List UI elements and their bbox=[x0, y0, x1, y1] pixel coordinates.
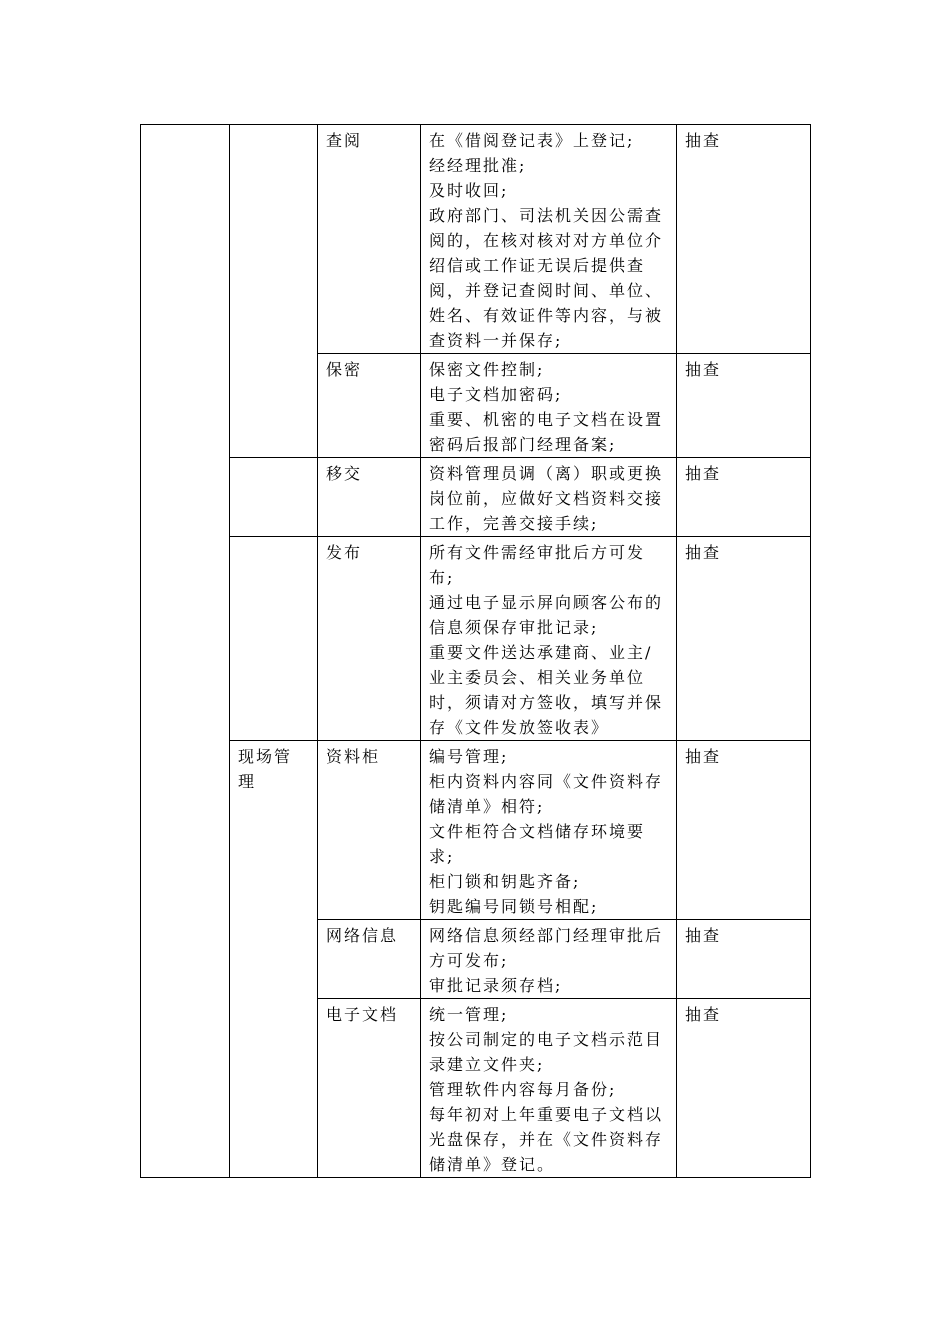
item-cell: 电子文档 bbox=[318, 999, 421, 1178]
table-row bbox=[141, 125, 811, 354]
requirement-line: 通过电子显示屏向顾客公布的信息须保存审批记录; bbox=[429, 593, 664, 637]
requirement-line: 按公司制定的电子文档示范目录建立文件夹; bbox=[429, 1030, 664, 1074]
method-cell: 抽查 bbox=[677, 537, 811, 741]
method-cell: 抽查 bbox=[677, 741, 811, 920]
requirement-line: 及时收回; bbox=[429, 181, 509, 200]
method-cell: 抽查 bbox=[677, 458, 811, 537]
category-cell bbox=[230, 537, 318, 741]
category-cell: 现场管理 bbox=[230, 741, 318, 1178]
requirement-line: 网络信息须经部门经理审批后方可发布; bbox=[429, 926, 664, 970]
item-cell: 保密 bbox=[318, 354, 421, 458]
inspection-table bbox=[140, 124, 811, 1178]
method-cell: 抽查 bbox=[677, 354, 811, 458]
requirement-line: 电子文档加密码; bbox=[429, 385, 563, 404]
method-cell: 抽查 bbox=[677, 125, 811, 354]
requirement-line: 重要文件送达承建商、业主/业主委员会、相关业务单位时，须请对方签收，填写并保存《文件发放签收表》 bbox=[429, 643, 664, 737]
requirements-cell bbox=[421, 125, 677, 354]
item-cell: 查阅 bbox=[318, 125, 421, 354]
category-cell bbox=[230, 458, 318, 537]
requirement-line: 钥匙编号同锁号相配; bbox=[429, 897, 599, 916]
requirement-line: 重要、机密的电子文档在设置密码后报部门经理备案; bbox=[429, 410, 664, 454]
requirement-line: 编号管理; bbox=[429, 747, 509, 766]
requirement-line: 文件柜符合文档储存环境要求; bbox=[429, 822, 646, 866]
requirement-line: 所有文件需经审批后方可发布; bbox=[429, 543, 646, 587]
method-cell: 抽查 bbox=[677, 920, 811, 999]
item-cell: 网络信息 bbox=[318, 920, 421, 999]
requirements-cell bbox=[421, 458, 677, 537]
table-row bbox=[141, 458, 811, 537]
requirement-line: 资料管理员调（离）职或更换岗位前，应做好文档资料交接工作，完善交接手续; bbox=[429, 464, 664, 533]
item-cell: 移交 bbox=[318, 458, 421, 537]
requirement-line: 审批记录须存档; bbox=[429, 976, 563, 995]
requirement-line: 每年初对上年重要电子文档以光盘保存，并在《文件资料存储清单》登记。 bbox=[429, 1105, 664, 1174]
table-row bbox=[141, 741, 811, 920]
item-cell: 资料柜 bbox=[318, 741, 421, 920]
requirement-line: 统一管理; bbox=[429, 1005, 509, 1024]
requirement-line: 政府部门、司法机关因公需查阅的，在核对核对对方单位介绍信或工作证无误后提供查阅，并登记查阅时间、单位、姓名、有效证件等内容，与被查资料一并保存; bbox=[429, 206, 664, 350]
outer-blank-cell bbox=[141, 125, 230, 1178]
method-cell: 抽查 bbox=[677, 999, 811, 1178]
requirement-line: 在《借阅登记表》上登记; bbox=[429, 131, 635, 150]
requirements-cell bbox=[421, 354, 677, 458]
category-cell bbox=[230, 125, 318, 458]
requirement-line: 管理软件内容每月备份; bbox=[429, 1080, 617, 1099]
requirement-line: 柜内资料内容同《文件资料存储清单》相符; bbox=[429, 772, 664, 816]
requirement-line: 保密文件控制; bbox=[429, 360, 545, 379]
requirement-line: 经经理批准; bbox=[429, 156, 527, 175]
item-cell: 发布 bbox=[318, 537, 421, 741]
requirements-cell bbox=[421, 920, 677, 999]
table-row bbox=[141, 537, 811, 741]
requirements-cell bbox=[421, 999, 677, 1178]
requirement-line: 柜门锁和钥匙齐备; bbox=[429, 872, 581, 891]
requirements-cell bbox=[421, 537, 677, 741]
requirements-cell bbox=[421, 741, 677, 920]
